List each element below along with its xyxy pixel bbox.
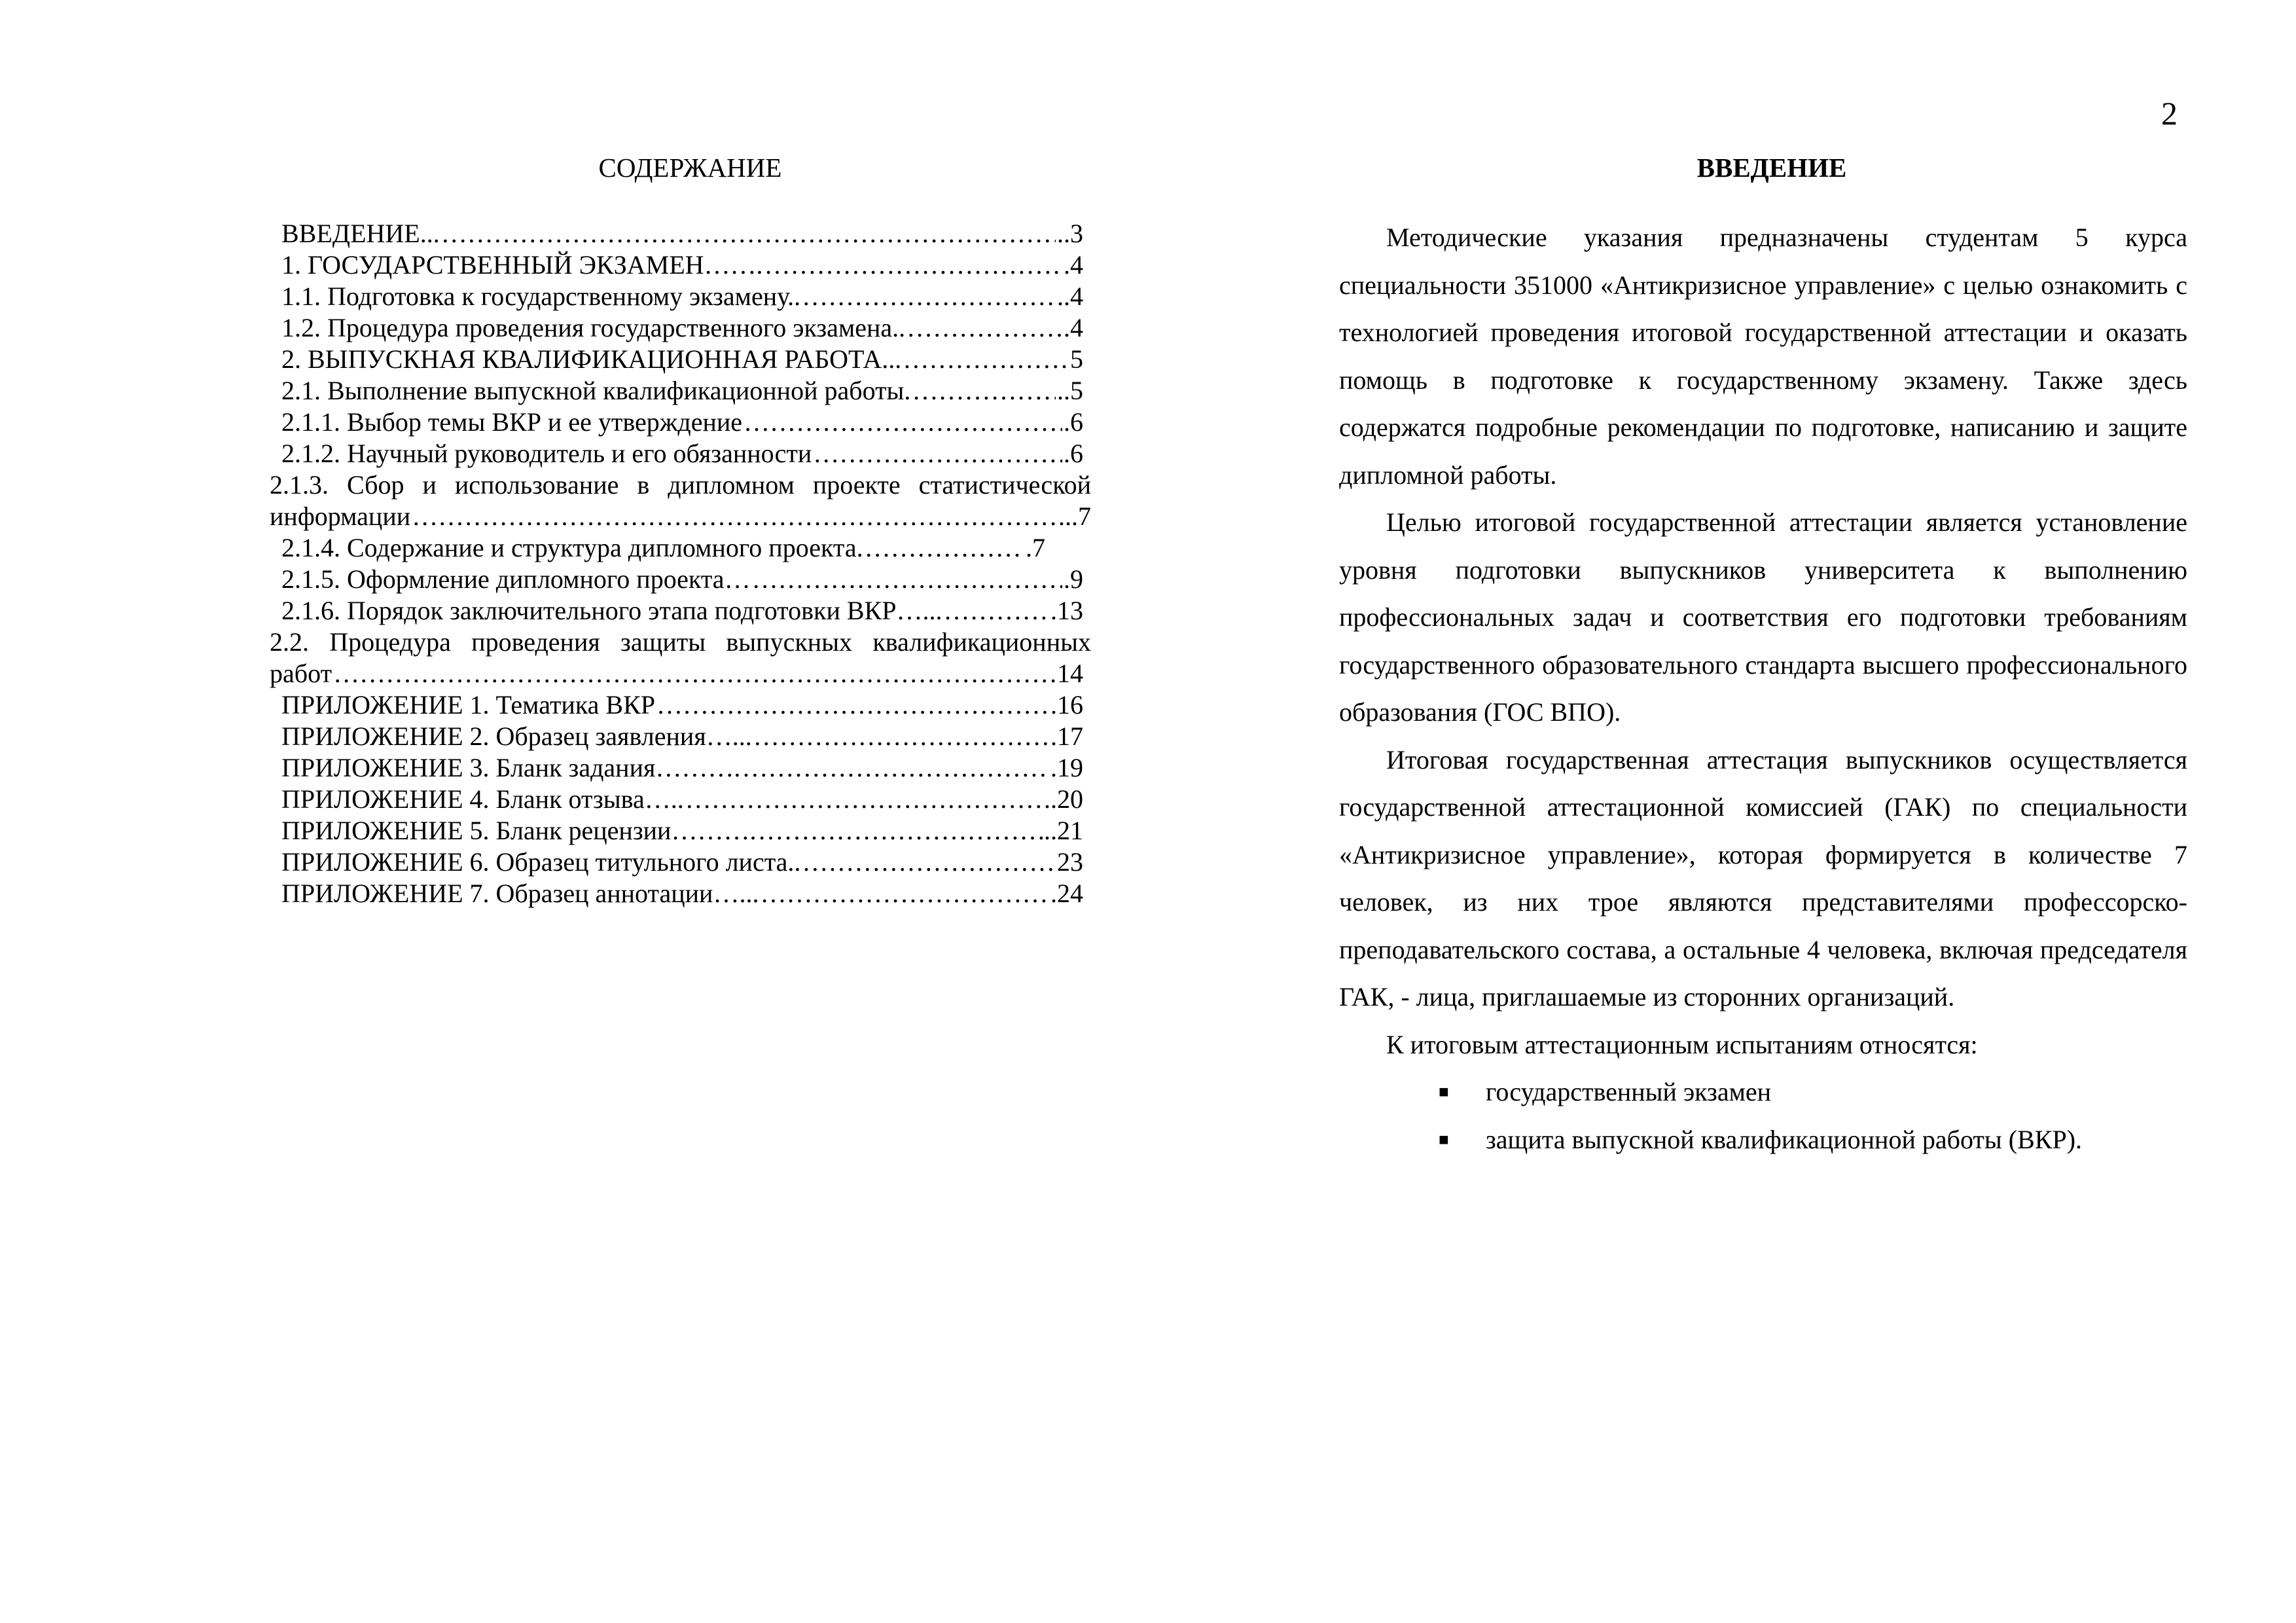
toc-entry-page: 23 [1057,847,1083,877]
toc-leader-dots [760,878,1049,909]
toc-entry-page: .13 [1050,596,1083,626]
toc-leader-dots [656,689,1049,721]
intro-paragraph: К итоговым аттестационным испытаниям относятся: [1386,1029,1978,1059]
toc-entry[interactable] [270,627,1091,689]
toc-leader-dots [903,344,1069,375]
toc-entry-label: информации [270,501,411,532]
toc-leader-dots [813,438,1062,469]
toc-entry[interactable] [270,281,1091,312]
toc-entry[interactable] [270,784,1091,815]
toc-entry-label: ПРИЛОЖЕНИЕ 1. Тематика ВКР [281,690,656,720]
toc-entry-label: 2.1.2. Научный руководитель и его обязанности [281,439,812,469]
toc-entry-label: ПРИЛОЖЕНИЕ 4. Бланк отзыва….. [281,784,684,814]
toc-entry-label: ПРИЛОЖЕНИЕ 7. Образец аннотации…... [281,879,759,909]
toc-entry-page: ..3 [1057,219,1083,249]
toc-entry-page: ...7 [1058,501,1091,532]
toc-entry-page: .4 [1064,313,1083,343]
square-bullet-icon: ■ [1439,1129,1449,1149]
toc-entry[interactable] [270,218,1091,249]
toc-entry[interactable] [270,469,1091,532]
toc-leader-dots [906,312,1062,344]
toc-entry-label: ПРИЛОЖЕНИЕ 2. Образец заявления…... [281,721,752,752]
toc-leader-dots [441,218,1056,249]
introduction-section [1339,152,2187,1163]
toc-entry[interactable] [270,847,1091,878]
toc-entry[interactable] [270,564,1091,595]
toc-entry-page: .17 [1050,721,1083,752]
intro-paragraph: Методические указания предназначены студентам 5 курса специальности 351000 «Антикризисное управление» с целью ознакомить с технологией проведения итоговой государственной аттестации и оказать помощь в подготовке к государственному экзамену. Также здесь содержатся подробные рекомендации по подготовке, написанию и защите дипломной работы. [1339,223,2187,490]
toc-entry-label: ПРИЛОЖЕНИЕ 3. Бланк задания………. [281,753,741,783]
toc-leader-dots [943,595,1049,627]
toc-entry-page: .16 [1050,690,1083,720]
toc-leader-dots [764,249,1062,281]
toc-list [270,218,1091,909]
list-item [1339,1068,2187,1116]
list-item-text: защита выпускной квалификационной работы (ВКР). [1486,1124,2083,1154]
toc-entry-label: 1. ГОСУДАРСТВЕННЫЙ ЭКЗАМЕН……. [281,250,763,280]
toc-leader-dots [912,375,1056,407]
toc-entry-page: .7 [1026,533,1045,563]
toc-leader-dots [802,281,1056,312]
toc-entry[interactable] [270,721,1091,752]
toc-entry-page: ..20 [1044,784,1083,814]
toc-entry-label: 2.1.1. Выбор темы ВКР и ее утверждение [281,407,743,437]
toc-leader-dots [412,501,1057,532]
toc-entry[interactable] [270,532,1091,564]
toc-entry[interactable] [270,249,1091,281]
intro-paragraph: Целью итоговой государственной аттестации является установление уровня подготовки выпускников университета к выполнению профессиональных задач и соответствия его подготовки требованиям государственного образовательного стандарта высшего профессионального образования (ГОС ВПО). [1339,507,2187,727]
toc-entry-page: ..21 [1044,816,1083,846]
toc-leader-dots [333,658,1056,689]
toc-title: СОДЕРЖАНИЕ [598,153,782,183]
toc-entry[interactable] [270,815,1091,847]
toc-entry[interactable] [270,375,1091,407]
toc-entry-page: 5 [1070,344,1083,374]
toc-entry-page: .9 [1064,564,1083,594]
toc-entry-page: .6 [1064,407,1083,437]
toc-leader-dots [744,407,1062,438]
toc-entry-label: 2. ВЫПУСКНАЯ КВАЛИФИКАЦИОННАЯ РАБОТА... [281,344,902,374]
toc-entry-label: 2.1.5. Оформление дипломного проекта… [281,564,751,594]
toc-leader-dots [742,752,1049,784]
toc-entry-label-line1: 2.2. Процедура проведения защиты выпускных квалификационных [270,627,1091,657]
toc-entry-label: 2.1. Выполнение выпускной квалификационной работы. [281,376,911,406]
toc-entry[interactable] [270,407,1091,438]
toc-entry-label-line1: 2.1.3. Сбор и использование в дипломном проекте статистической [270,470,1091,500]
toc-entry[interactable] [270,878,1091,909]
toc-entry[interactable] [270,312,1091,344]
toc-entry-page: ..5 [1057,376,1083,406]
toc-entry[interactable] [270,438,1091,469]
toc-entry-label: 1.2. Процедура проведения государственного экзамена.. [281,313,906,343]
toc-leader-dots [757,815,1043,847]
toc-entry[interactable] [270,752,1091,784]
toc-entry-label: ВВЕДЕНИЕ... [281,219,440,249]
bullet-list [1339,1068,2187,1163]
toc-entry-label: ПРИЛОЖЕНИЕ 5. Бланк рецензии………. [281,816,757,846]
toc-entry-label: 1.1. Подготовка к государственному экзамену.. [281,282,801,312]
list-item [1339,1116,2187,1164]
toc-entry-page: .19 [1050,753,1083,783]
intro-paragraph: Итоговая государственная аттестация выпускников осуществляется государственной аттестационной комиссией (ГАК) по специальности «Антикризисное управление», которая формируется в количестве 7 человек, из них трое являются представителями профессорско-преподавательского состава, а остальные 4 человека, включая председателя ГАК, - лица, приглашаемые из сторонних организаций. [1339,744,2187,1012]
toc-entry-label: 2.1.6. Порядок заключительного этапа подготовки ВКР…... [281,596,942,626]
toc-entry-label: ПРИЛОЖЕНИЕ 6. Образец титульного листа.. [281,847,801,877]
toc-leader-dots [753,721,1049,752]
toc-entry-page: .6 [1064,439,1083,469]
page-number: 2 [2161,95,2178,132]
toc-entry[interactable] [270,595,1091,627]
toc-leader-dots [685,784,1043,815]
toc-entry[interactable] [270,689,1091,721]
toc-entry-page: .4 [1064,250,1083,280]
toc-entry[interactable] [270,344,1091,375]
table-of-contents [270,152,1091,909]
toc-leader-dots [802,847,1056,878]
square-bullet-icon: ■ [1439,1082,1449,1102]
list-item-text: государственный экзамен [1486,1077,1772,1107]
toc-entry-page: 14 [1057,659,1083,689]
toc-leader-dots [752,564,1062,595]
toc-entry-page: .24 [1050,879,1083,909]
toc-entry-label: работ [270,659,332,689]
intro-title: ВВЕДЕНИЕ [1696,153,1847,183]
toc-leader-dots [865,532,1024,564]
toc-entry-label: 2.1.4. Содержание и структура дипломного проекта. [281,533,863,563]
toc-entry-page: ..4 [1057,282,1083,312]
